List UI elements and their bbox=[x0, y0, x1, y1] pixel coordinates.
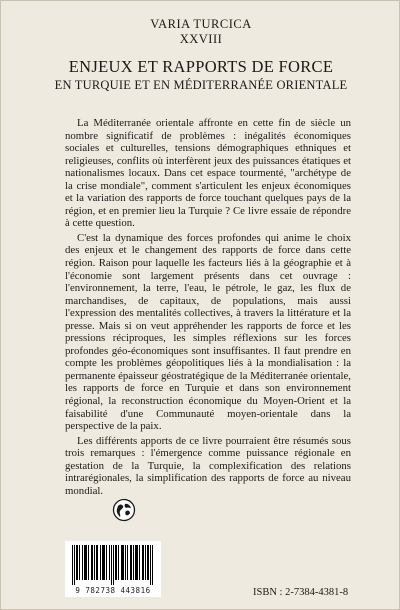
blurb-text bbox=[65, 117, 351, 499]
blurb-paragraph: Les différents apports de ce livre pourraient être résumés sous trois remarques : l'émergence comme puissance régionale en gestation de la Turquie, la complexification des relations intrarégionales, la simplification des rapports de force au niveau mondial. bbox=[65, 434, 351, 497]
book-subtitle: EN TURQUIE ET EN MÉDITERRANÉE ORIENTALE bbox=[54, 78, 348, 92]
blurb-paragraph: La Méditerranée orientale affronte en cette fin de siècle un nombre significatif de problèmes : inégalités économiques sociales et culturelles, tensions démographiques ethniques et religieuses, conflits où interfèrent jeux des puissances étatiques et nationalismes locaux. Dans cet espace tourmenté, "archétype de la crise mondiale", comment s'articulent les enjeux économiques et la variation des rapports de force touchant quelques pays de la région, et en premier lieu la Turquie ? Ce livre essaie de répondre à cette question. bbox=[65, 117, 351, 230]
barcode-bars bbox=[72, 545, 154, 585]
series-header bbox=[1, 17, 400, 47]
barcode bbox=[65, 541, 161, 597]
blurb-paragraph: C'est la dynamique des forces profondes qui anime le choix des enjeux et le changement des rapports de force dans cette région. Raison pour laquelle les facteurs liés à la géographie et à l'économie sont largement présents dans cet ouvrage : l'environnement, la terre, l'eau, le pétrole, le gaz, les flux de marchandises, de capitaux, de populations, mais aussi l'expression des mentalités collectives, à travers la littérature et la presse. Mais si on veut appréhender les rapports de force et les pressions réciproques, les simples réflexions sur les forces profondes géo-économiques sont insuffisantes. Il faut prendre en compte les problèmes géopolitiques liés à la mondialisation : la permanente épaisseur géostratégique de la Méditerranée orientale, les rapports de force en Turquie et dans son environnement régional, la reconstruction économique du Moyen-Orient et la faisabilité d'une Communauté moyen-orientale dans la perspective de la paix. bbox=[65, 231, 351, 433]
series-name: VARIA TURCICA bbox=[150, 17, 252, 31]
globe-emblem-icon bbox=[112, 498, 136, 522]
series-volume: XXVIII bbox=[179, 32, 223, 46]
isbn-number: ISBN : 2-7384-4381-8 bbox=[253, 587, 349, 598]
book-title: ENJEUX ET RAPPORTS DE FORCE bbox=[68, 57, 334, 76]
barcode-digits: 9 782738 443816 bbox=[75, 586, 151, 595]
